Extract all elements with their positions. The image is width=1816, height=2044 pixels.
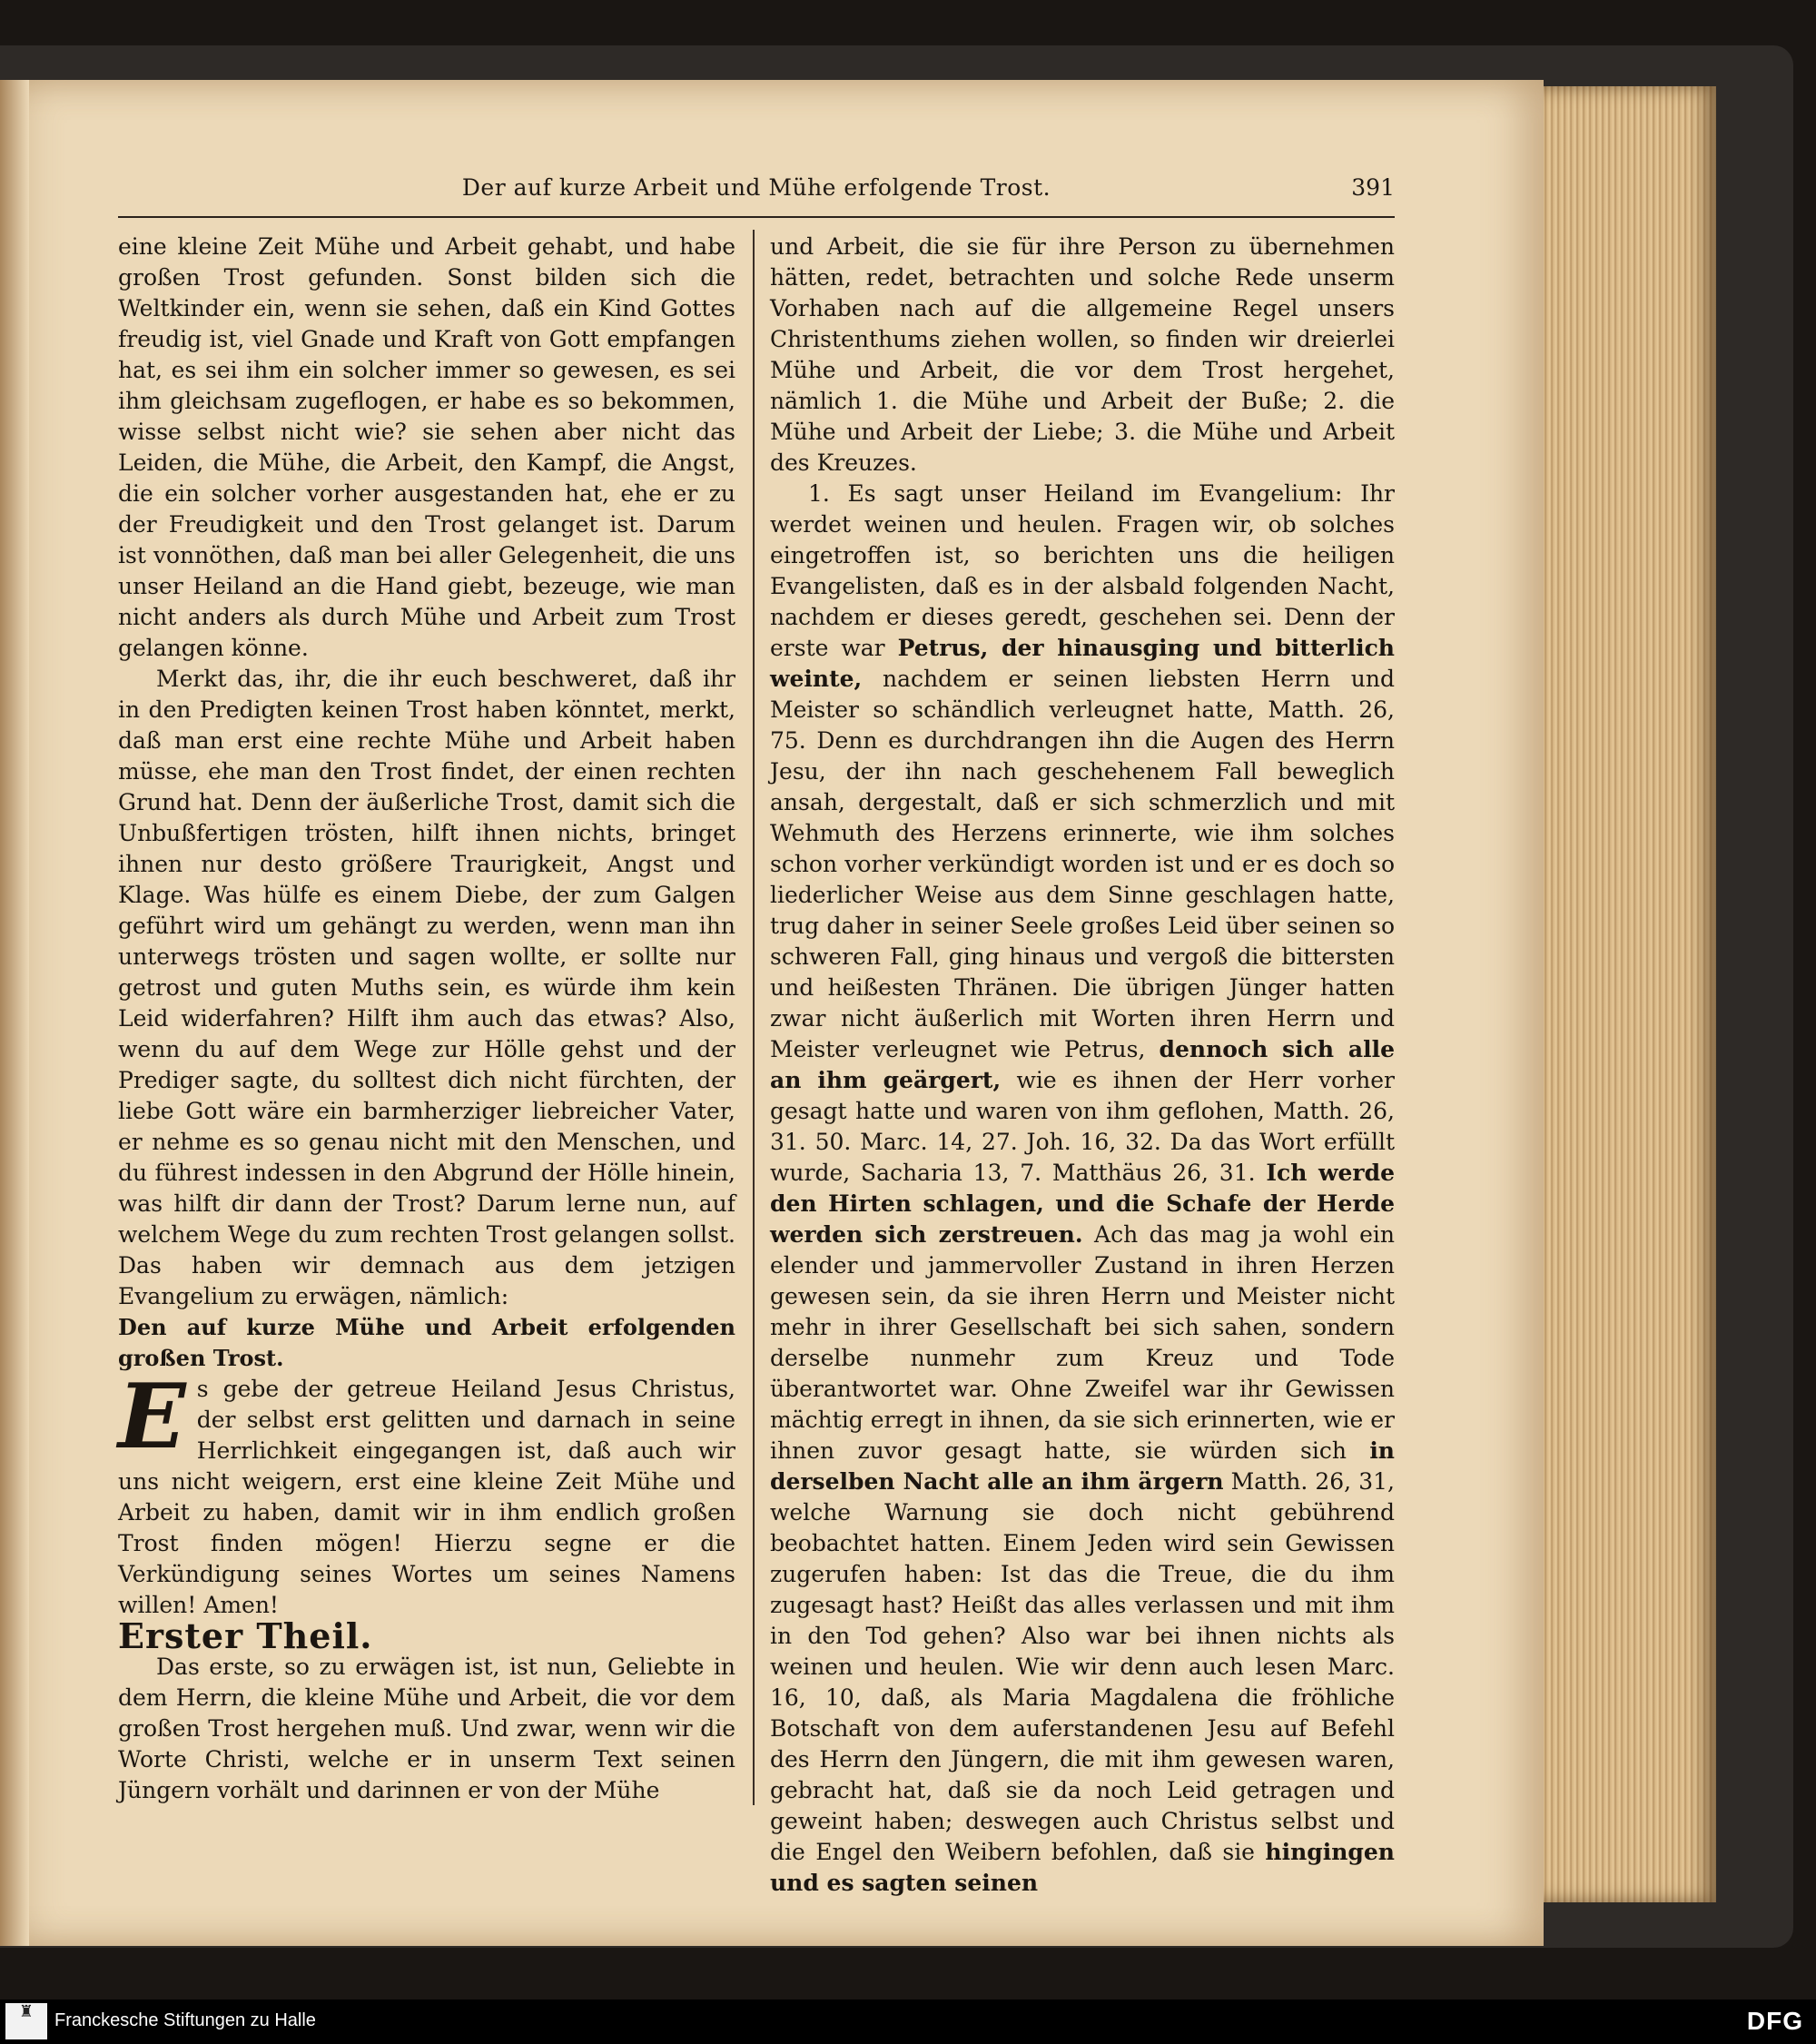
- viewer-footer: [0, 2000, 1816, 2044]
- header-rule: [118, 216, 1395, 218]
- paragraph: Das erste, so zu erwägen ist, ist nun, Geliebte in dem Herrn, die kleine Mühe und Arbeit, die vor dem großen Trost hergehen muß. Und zwar, wenn wir die Worte Christi, welche er in unserm Text seinen Jüngern vorhält und darinnen er von der Mühe: [118, 1654, 735, 1803]
- paragraph: Merkt das, ihr, die ihr euch beschweret, daß ihr in den Predigten keinen Trost haben könntet, merkt, daß man erst eine rechte Mühe und Arbeit haben müsse, ehe man den Trost findet, der einen rechten Grund hat. Denn der äußerliche Trost, damit sich die Unbußfertigen trösten, hilft ihnen nichts, bringet ihnen nur desto größere Traurigkeit, Angst und Klage. Was hülfe es einem Diebe, der zum Galgen geführt wird um gehängt zu werden, wenn man ihn unterwegs trösten und sagen wollte, er sollte nur getrost und guten Muths sein, es würde ihm kein Leid widerfahren? Hilft ihm auch das etwas? Also, wenn du auf dem Wege zur Hölle gehst und der Prediger sagte, du solltest dich nicht fürchten, der liebe Gott wäre ein barmherziger liebreicher Vater, er nehme es so genau nicht mit den Menschen, und du führest indessen in den Abgrund der Hölle hinein, was hilft dir dann der Trost? Darum lerne nun, auf welchem Wege du zum rechten Trost gelangen sollst. Das haben wir demnach aus dem jetzigen Evangelium zu erwägen, nämlich:: [118, 666, 735, 1309]
- text-run: Matth. 26, 31, welche Warnung sie doch nicht gebührend beobachtet hatten. Einem Jeden wird sein Gewissen zugerufen haben: Ist das die Treue, die du ihm zugesagt hast? Heißt das alles verlassen und mit ihm in den Tod gehen? Also war bei ihnen nichts als weinen und heulen. Wie wir denn auch lesen Marc. 16, 10, daß, als Maria Magdalena die fröhliche Botschaft von dem auferstandenen Jesu auf Befehl des Herrn den Jüngern, die mit ihm gewesen waren, gebracht hat, daß sie da noch Leid getragen und geweint haben; deswegen auch Christus selbst und die Engel den Weibern befohlen, daß sie: [770, 1468, 1395, 1865]
- text-run: wie es ihnen der Herr vorher gesagt hatte und waren von ihm geflohen, Matth. 26, 31. 50. Marc. 14, 27. Joh. 16, 32. Da das Wort erfüllt wurde, Sacharia 13, 7. Matthäus 26, 31.: [770, 1067, 1395, 1186]
- emphasis: hingingen und es sagten seinen: [770, 1839, 1395, 1896]
- page-number: 391: [1351, 174, 1395, 201]
- section-title: Den auf kurze Mühe und Arbeit erfolgenden großen Trost.: [118, 1314, 735, 1371]
- text-run: 1. Es sagt unser Heiland im Evangelium: Ihr werdet weinen und heulen. Fragen wir, ob solches eingetroffen ist, so berichten uns die heiligen Evangelisten, daß es in der alsbald folgenden Nacht, nachdem er dieses geredt, geschehen sei. Denn der erste war: [770, 480, 1395, 661]
- institution-logo[interactable]: [5, 2003, 47, 2039]
- column-divider: [753, 230, 755, 1805]
- emphasis: in derselben Nacht alle an ihm ärgern: [770, 1437, 1395, 1495]
- paragraph: [770, 479, 1395, 1899]
- paragraph: und Arbeit, die sie für ihre Person zu übernehmen hätten, redet, betrachten und solche Rede unserm Vorhaben nach auf die allgemeine Regel unsers Christenthums ziehen wollen, so finden wir dreierlei Mühe und Arbeit, die vor dem Trost hergehet, nämlich 1. die Mühe und Arbeit der Buße; 2. die Mühe und Arbeit der Liebe; 3. die Mühe und Arbeit des Kreuzes.: [770, 233, 1395, 476]
- running-title: Der auf kurze Arbeit und Mühe erfolgende Trost.: [461, 174, 1051, 201]
- left-column: [118, 232, 735, 1806]
- institution-name[interactable]: Franckesche Stiftungen zu Halle: [54, 2010, 316, 2030]
- paragraph: eine kleine Zeit Mühe und Arbeit gehabt, und habe großen Trost gefunden. Sonst bilden sich die Weltkinder ein, wenn sie sehen, daß ein Kind Gottes freudig ist, viel Gnade und Kraft von Gott empfangen hat, es sei ihm ein solcher immer so gewesen, es sei ihm gleichsam zugeflogen, er habe es so bekommen, wisse selbst nicht wie? sie sehen aber nicht das Leiden, die Mühe, die Arbeit, den Kampf, die Angst, die ein solcher vorher ausgestanden hat, ehe er zu der Freudigkeit und den Trost gelanget ist. Darum ist vonnöthen, daß man bei aller Gelegenheit, die uns unser Heiland an die Hand giebt, bezeuge, wie man nicht anders als durch Mühe und Arbeit zum Trost gelangen könne.: [118, 233, 735, 661]
- dfg-logo[interactable]: DFG: [1746, 2007, 1803, 2035]
- emphasis: dennoch sich alle an ihm geärgert,: [770, 1036, 1395, 1093]
- right-column: [770, 232, 1395, 1899]
- paragraph-with-dropcap: [118, 1365, 735, 1621]
- drop-cap: E: [118, 1365, 186, 1469]
- page-edges: [1535, 86, 1716, 1902]
- running-head: [118, 174, 1395, 207]
- paragraph-text: s gebe der getreue Heiland Jesus Christus, der selbst erst gelitten und darnach in seine Herrlichkeit eingegangen ist, daß auch wir uns nicht weigern, erst eine kleine Zeit Mühe und Arbeit zu haben, damit wir in ihm endlich großen Trost finden mögen! Hierzu segne er die Verkündigung seines Wortes um seines Namens willen! Amen!: [118, 1376, 735, 1618]
- text-run: nachdem er seinen liebsten Herrn und Meister so schändlich verleugnet hatte, Matth. 26, 75. Denn es durchdrangen ihn die Augen des Herrn Jesu, der ihn nach geschehenem Fall beweglich ansah, dergestalt, daß er sich schmerzlich und mit Wehmuth des Herzens erinnerte, wie ihm solches schon vorher verkündigt worden ist und er es doch so liederlicher Weise aus dem Sinne geschlagen hatte, trug daher in seiner Seele großes Leid über seinen so schweren Fall, ging hinaus und vergoß die bittersten und heißesten Thränen. Die übrigen Jünger hatten zwar nicht äußerlich mit Worten ihren Herrn und Meister verleugnet wie Petrus,: [770, 666, 1395, 1062]
- gutter-shadow: [0, 80, 29, 1946]
- part-heading: Erster Theil.: [118, 1615, 373, 1656]
- emphasis: Ich werde den Hirten schlagen, und die Schafe der Herde werden sich zerstreuen.: [770, 1160, 1395, 1248]
- text-run: Ach das mag ja wohl ein elender und jammervoller Zustand in ihren Herzen gewesen sein, da sie ihren Herrn und Meister nicht mehr in ihrer Gesellschaft bei sich sahen, sondern derselbe nunmehr zum Kreuz und Tode überantwortet war. Ohne Zweifel war ihr Gewissen mächtig erregt in ihnen, da sie sich erinnerten, wie er ihnen zuvor gesagt hatte, sie würden sich: [770, 1221, 1395, 1464]
- emphasis: Petrus, der hinausging und bitterlich weinte,: [770, 635, 1395, 692]
- eagle-icon: ♜: [18, 2002, 35, 2021]
